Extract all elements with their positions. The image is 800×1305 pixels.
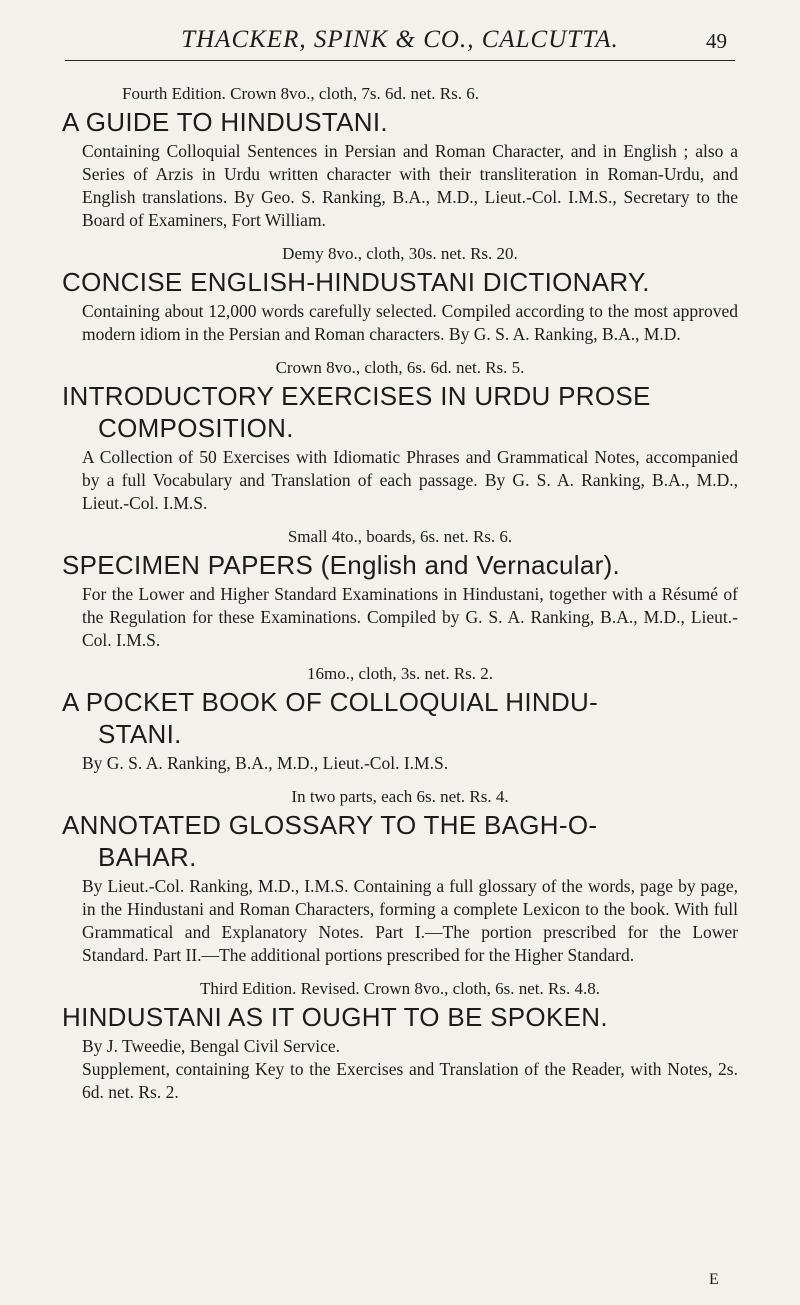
book-description: By G. S. A. Ranking, B.A., M.D., Lieut.-Col. I.M.S. <box>82 753 449 773</box>
book-description: A Collection of 50 Exercises with Idiomatic Phrases and Grammatical Notes, accompanied by a full Vocabulary and Translation of each passage. By G. S. A. Ranking, B.A., M.D., Lieut.-Col. I.M.S. <box>82 447 738 513</box>
book-title-continued: COMPOSITION. <box>98 413 294 443</box>
book-title <box>62 551 738 579</box>
edition-price-line: Fourth Edition. Crown 8vo., cloth, 7s. 6d. net. Rs. 6. <box>122 84 479 103</box>
page-number: 49 <box>706 29 727 53</box>
book-description: For the Lower and Higher Standard Examinations in Hindustani, together with a Résumé of the Regulation for these Examinations. Compiled by G. S. A. Ranking, B.A., M.D., Lieut.-Col. I.M.S. <box>82 584 738 650</box>
running-head <box>65 26 735 61</box>
edition-price-line: Small 4to., boards, 6s. net. Rs. 6. <box>287 527 513 546</box>
book-list <box>62 84 738 1116</box>
book-title: INTRODUCTORY EXERCISES IN URDU PROSE <box>62 381 651 411</box>
book-title: HINDUSTANI AS IT OUGHT TO BE SPOKEN. <box>62 1002 608 1032</box>
edition-price-line: Crown 8vo., cloth, 6s. 6d. net. Rs. 5. <box>275 358 525 377</box>
book-description: Containing about 12,000 words carefully selected. Compiled according to the most approved modern idiom in the Persian and Roman characters. By G. S. A. Ranking, B.A., M.D. <box>82 301 738 344</box>
book-entry-exercises <box>62 358 738 515</box>
book-title-vernacular: (English and Vernacular). <box>320 550 621 580</box>
edition-price-line: Demy 8vo., cloth, 30s. net. Rs. 20. <box>282 244 518 263</box>
book-entry-specimen-papers <box>62 527 738 652</box>
book-title: ANNOTATED GLOSSARY TO THE BAGH-O- <box>62 810 598 840</box>
book-entry-pocket-book <box>62 664 738 775</box>
book-entry-glossary <box>62 787 738 967</box>
book-title: A POCKET BOOK OF COLLOQUIAL HINDU- <box>62 687 599 717</box>
book-title-continued: STANI. <box>98 719 182 749</box>
book-title: A GUIDE TO HINDUSTANI. <box>62 107 388 137</box>
edition-price-line: Third Edition. Revised. Crown 8vo., cloth, 6s. net. Rs. 4.8. <box>200 979 600 998</box>
book-description: By Lieut.-Col. Ranking, M.D., I.M.S. Containing a full glossary of the words, page by page, in the Hindustani and Roman Characters, forming a complete Lexicon to the book. With full Grammatical and Explanatory Notes. Part I.—The portion prescribed for the Lower Standard. Part II.—The additional portions prescribed for the Higher Standard. <box>82 876 738 965</box>
book-entry-dictionary <box>62 244 738 346</box>
edition-price-line: In two parts, each 6s. net. Rs. 4. <box>291 787 509 806</box>
book-description: By J. Tweedie, Bengal Civil Service. Supplement, containing Key to the Exercises and Translation of the Reader, with Notes, 2s. 6d. net. Rs. 2. <box>82 1036 738 1102</box>
book-title: CONCISE ENGLISH-HINDUSTANI DICTIONARY. <box>62 267 650 297</box>
book-entry-guide <box>62 84 738 232</box>
running-title: THACKER, SPINK & CO., CALCUTTA. <box>181 26 619 53</box>
book-title-main: SPECIMEN PAPERS <box>62 550 314 580</box>
book-entry-spoken <box>62 979 738 1104</box>
signature-mark: E <box>709 1271 719 1288</box>
edition-price-line: 16mo., cloth, 3s. net. Rs. 2. <box>306 664 494 683</box>
book-description: Containing Colloquial Sentences in Persian and Roman Character, and in English ; also a Series of Arzis in Urdu written character with their transliteration in Roman-Urdu, and English translations. By Geo. S. Ranking, B.A., M.D., Lieut.-Col. I.M.S., Secretary to the Board of Examiners, Fort William. <box>82 141 738 230</box>
book-title-continued: BAHAR. <box>98 842 197 872</box>
